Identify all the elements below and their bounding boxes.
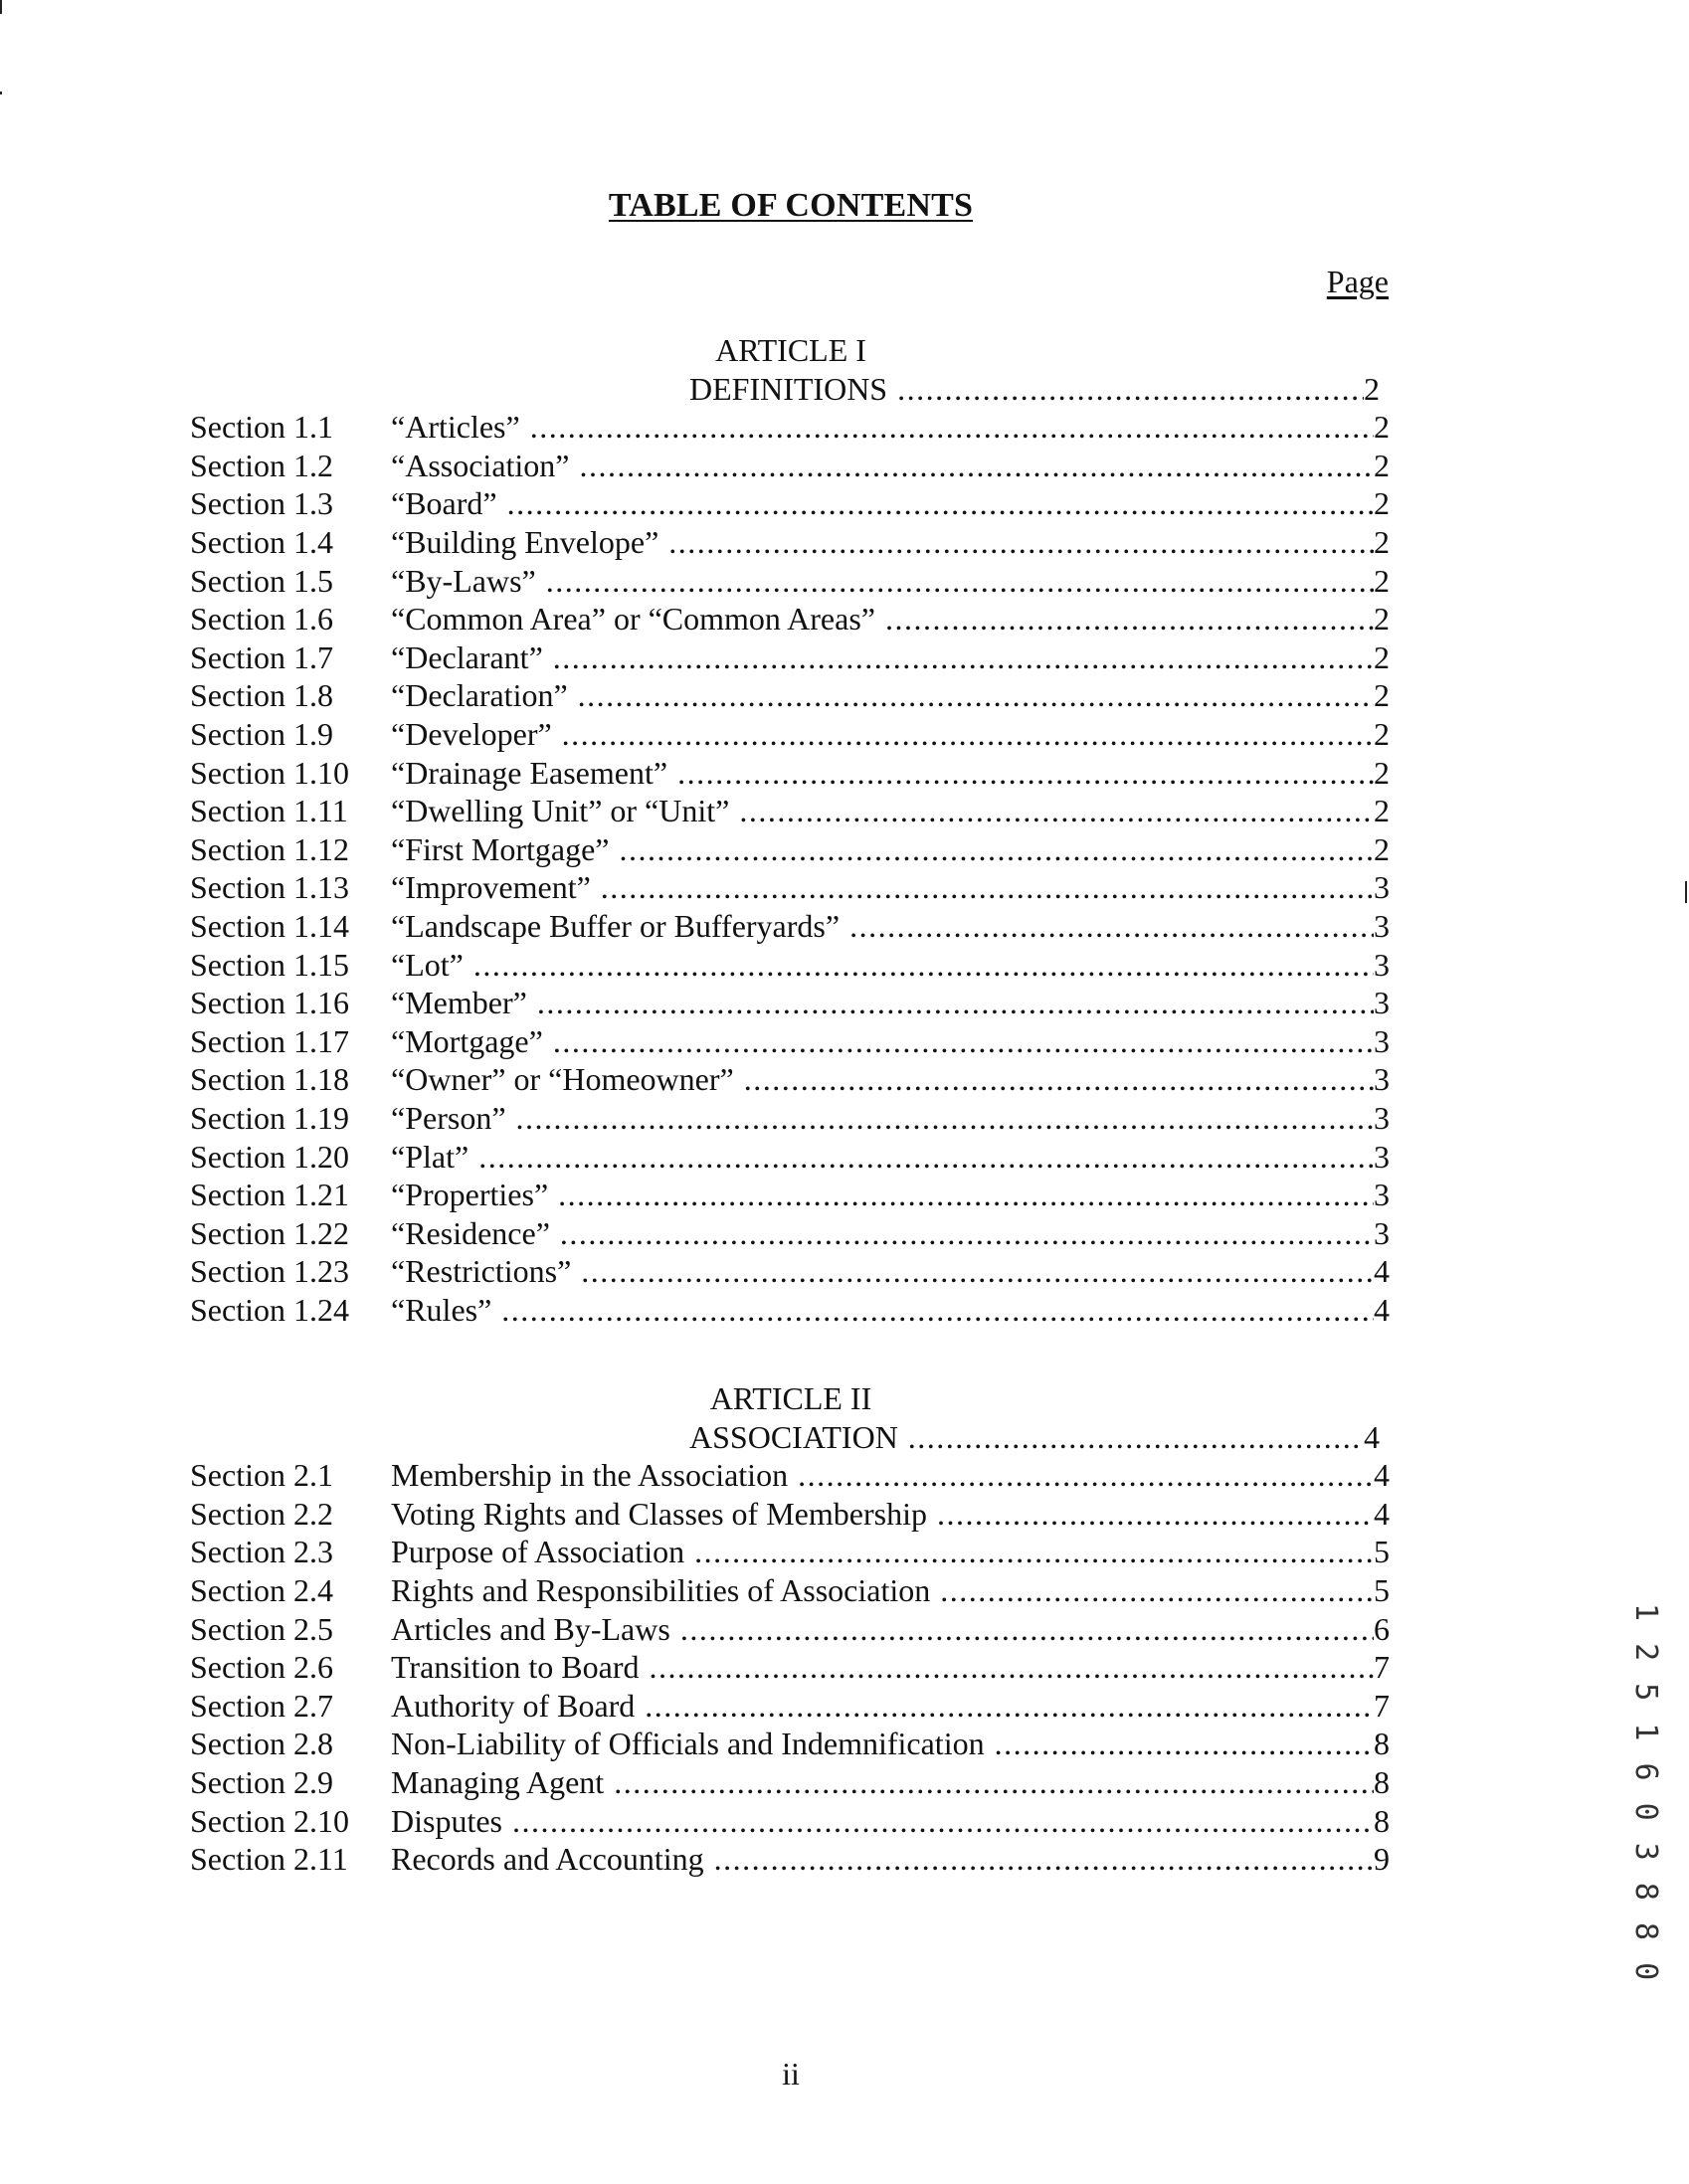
toc-entry[interactable]	[190, 1099, 1390, 1138]
section-number: Section 2.11	[190, 1841, 348, 1878]
page-column-label: Page	[1326, 264, 1389, 299]
page-number: 8	[1374, 1802, 1390, 1839]
page-number: 3	[1374, 946, 1390, 983]
dot-leader	[897, 370, 1364, 408]
dot-leader	[601, 868, 1374, 906]
section-title: “Dwelling Unit” or “Unit”	[391, 793, 730, 829]
article-heading-row[interactable]	[689, 370, 1380, 409]
dot-leader	[995, 1725, 1374, 1762]
section-number: Section 2.1	[190, 1457, 333, 1494]
section-title: “Owner” or “Homeowner”	[391, 1061, 734, 1098]
section-title: “Building Envelope”	[391, 524, 659, 560]
toc-entry[interactable]	[190, 984, 1390, 1022]
page-number: 2	[1374, 485, 1390, 522]
dot-leader	[512, 1802, 1374, 1840]
section-number: Section 1.2	[190, 447, 333, 483]
dot-leader	[744, 1060, 1374, 1098]
scan-edge-mark	[0, 91, 2, 94]
section-number: Section 2.3	[190, 1534, 333, 1570]
page-number: 5	[1374, 1572, 1390, 1608]
section-title: “Declaration”	[391, 677, 568, 714]
section-number: Section 1.21	[190, 1177, 349, 1213]
side-stamp	[1627, 1603, 1667, 1983]
page-number: 8	[1374, 1726, 1390, 1762]
toc-entry[interactable]	[190, 1802, 1390, 1841]
dot-leader	[562, 715, 1374, 753]
page-number: 2	[1374, 793, 1390, 829]
toc-entry[interactable]	[190, 1022, 1390, 1061]
scan-edge-mark	[0, 0, 2, 14]
section-title: “Plat”	[391, 1138, 469, 1175]
toc-entry[interactable]	[190, 523, 1390, 562]
section-number: Section 1.12	[190, 830, 349, 867]
section-number: Section 2.10	[190, 1802, 349, 1839]
section-title: “Landscape Buffer or Bufferyards”	[391, 908, 841, 944]
toc-entry[interactable]	[190, 792, 1390, 830]
page-number: 4	[1374, 1457, 1390, 1494]
section-title: “Developer”	[391, 716, 552, 752]
dot-leader	[553, 1022, 1374, 1060]
dot-leader	[885, 600, 1374, 637]
dot-leader	[798, 1456, 1374, 1494]
section-number: Section 1.20	[190, 1138, 349, 1175]
section-number: Section 2.7	[190, 1687, 333, 1724]
section-number: Section 1.1	[190, 409, 333, 446]
page-number: 4	[1374, 1495, 1390, 1532]
page-number: 6	[1374, 1610, 1390, 1647]
page-number: 3	[1374, 1061, 1390, 1098]
dot-leader	[580, 447, 1375, 484]
section-title: Membership in the Association	[391, 1457, 789, 1494]
section-title: “Properties”	[391, 1177, 549, 1213]
section-title: “Declarant”	[391, 638, 543, 675]
page-number: 3	[1374, 908, 1390, 944]
section-title: Articles and By-Laws	[391, 1610, 670, 1647]
section-title: “Rules”	[391, 1292, 492, 1328]
dot-leader	[677, 754, 1374, 792]
section-number: Section 1.19	[190, 1100, 349, 1136]
dot-leader	[537, 984, 1374, 1021]
toc-entry[interactable]	[190, 1610, 1390, 1649]
dot-leader	[578, 676, 1374, 714]
toc-entry[interactable]	[190, 1687, 1390, 1726]
section-number: Section 1.16	[190, 985, 349, 1021]
toc-entry[interactable]	[190, 676, 1390, 715]
section-title: “Restrictions”	[391, 1253, 572, 1290]
section-title: “Board”	[391, 485, 497, 522]
section-title: Rights and Responsibilities of Association	[391, 1572, 931, 1608]
section-title: “Member”	[391, 985, 527, 1021]
dot-leader	[650, 1648, 1375, 1686]
section-number: Section 1.8	[190, 677, 333, 714]
toc-entry[interactable]	[190, 1495, 1390, 1534]
toc-entry[interactable]	[190, 1252, 1390, 1291]
dot-leader	[546, 562, 1374, 600]
section-number: Section 1.17	[190, 1022, 349, 1059]
toc-entry[interactable]	[190, 830, 1390, 869]
footer-page-number: ii	[782, 2056, 800, 2092]
page-number: 3	[1374, 1214, 1390, 1251]
section-title: “By-Laws”	[391, 562, 536, 599]
dot-leader	[694, 1533, 1374, 1570]
dot-leader	[739, 792, 1374, 829]
dot-leader	[530, 408, 1374, 446]
section-title: Records and Accounting	[391, 1841, 704, 1878]
section-number: Section 1.11	[190, 793, 348, 829]
section-title: “Association”	[391, 447, 570, 483]
section-number: Section 1.15	[190, 946, 349, 983]
page-number: 2	[1374, 601, 1390, 637]
page-number: 2	[1374, 447, 1390, 483]
section-number: Section 1.13	[190, 869, 349, 906]
toc-entry[interactable]	[190, 1291, 1390, 1330]
toc-entry[interactable]	[190, 868, 1390, 907]
toc-entry[interactable]	[190, 638, 1390, 677]
section-title: “Mortgage”	[391, 1022, 543, 1059]
toc-entry[interactable]	[190, 484, 1390, 523]
dot-leader	[558, 1176, 1374, 1213]
section-number: Section 1.7	[190, 638, 333, 675]
toc-entry[interactable]	[190, 1725, 1390, 1763]
page-number: 3	[1374, 1022, 1390, 1059]
page-number: 2	[1364, 370, 1380, 407]
section-number: Section 1.18	[190, 1061, 349, 1098]
section-title: Transition to Board	[391, 1649, 640, 1686]
dot-leader	[645, 1687, 1374, 1725]
section-number: Section 2.9	[190, 1764, 333, 1800]
dot-leader	[478, 1138, 1374, 1176]
page-number: 4	[1374, 1292, 1390, 1328]
page-number: 4	[1364, 1418, 1380, 1455]
dot-leader	[714, 1840, 1374, 1878]
section-number: Section 1.23	[190, 1253, 349, 1290]
toc-entry[interactable]	[190, 1176, 1390, 1214]
page-number: 8	[1374, 1764, 1390, 1800]
section-title: “Person”	[391, 1100, 506, 1136]
dot-leader	[473, 946, 1374, 984]
toc-entry[interactable]	[190, 1648, 1390, 1687]
dot-leader	[908, 1418, 1364, 1456]
section-title: “Improvement”	[391, 869, 591, 906]
toc-entry[interactable]	[190, 1571, 1390, 1610]
section-number: Section 1.3	[190, 485, 333, 522]
dot-leader	[668, 523, 1374, 561]
page-title-text: TABLE OF CONTENTS	[608, 187, 974, 224]
page-number: 2	[1374, 524, 1390, 560]
dot-leader	[940, 1571, 1374, 1609]
toc-entry[interactable]	[190, 754, 1390, 793]
toc-entry[interactable]	[190, 600, 1390, 638]
toc-entry[interactable]	[190, 715, 1390, 754]
page-number: 3	[1374, 1100, 1390, 1136]
page-title	[0, 186, 1582, 226]
section-number: Section 2.5	[190, 1610, 333, 1647]
page-number: 4	[1374, 1253, 1390, 1290]
toc-entry[interactable]	[190, 907, 1390, 946]
dot-leader	[501, 1291, 1374, 1329]
page-number: 2	[1374, 638, 1390, 675]
section-title: Disputes	[391, 1802, 502, 1839]
section-title: “Drainage Easement”	[391, 754, 668, 791]
section-number: Section 1.22	[190, 1214, 349, 1251]
section-number: Section 1.6	[190, 601, 333, 637]
section-number: Section 2.6	[190, 1649, 333, 1686]
section-title: “Common Area” or “Common Areas”	[391, 601, 875, 637]
toc-entry[interactable]	[190, 447, 1390, 485]
dot-leader	[516, 1099, 1374, 1137]
page-number: 5	[1374, 1534, 1390, 1570]
page-number: 3	[1374, 869, 1390, 906]
section-number: Section 1.14	[190, 908, 349, 944]
dot-leader	[507, 484, 1374, 522]
dot-leader	[937, 1495, 1374, 1533]
section-title: “Residence”	[391, 1214, 550, 1251]
article-heading: DEFINITIONS	[689, 370, 888, 407]
dot-leader	[581, 1252, 1374, 1290]
page-number: 7	[1374, 1649, 1390, 1686]
page-number: 9	[1374, 1841, 1390, 1878]
dot-leader	[614, 1763, 1374, 1801]
page-number: 2	[1374, 830, 1390, 867]
dot-leader	[680, 1610, 1374, 1648]
section-number: Section 1.24	[190, 1292, 349, 1328]
page-number: 2	[1374, 677, 1390, 714]
section-number: Section 2.2	[190, 1495, 333, 1532]
section-number: Section 2.8	[190, 1726, 333, 1762]
section-title: Authority of Board	[391, 1687, 636, 1724]
dot-leader	[620, 830, 1375, 868]
toc-entry[interactable]	[190, 1533, 1390, 1571]
dot-leader	[553, 638, 1374, 676]
page-number: 2	[1374, 754, 1390, 791]
article-heading: ASSOCIATION	[689, 1418, 898, 1455]
section-number: Section 1.9	[190, 716, 333, 752]
section-title: Non-Liability of Officials and Indemnification	[391, 1726, 985, 1762]
section-title: Purpose of Association	[391, 1534, 685, 1570]
scan-edge-mark	[1685, 881, 1687, 903]
page-number: 2	[1374, 562, 1390, 599]
dot-leader	[849, 907, 1374, 945]
toc-entry[interactable]	[190, 562, 1390, 601]
page-number: 7	[1374, 1687, 1390, 1724]
dot-leader	[560, 1214, 1374, 1252]
toc-entry[interactable]	[190, 1456, 1390, 1495]
toc-entry[interactable]	[190, 1138, 1390, 1177]
section-title: “Lot”	[391, 946, 464, 983]
section-title: “First Mortgage”	[391, 830, 610, 867]
section-number: Section 2.4	[190, 1572, 333, 1608]
page-number: 2	[1374, 409, 1390, 446]
section-number: Section 1.10	[190, 754, 349, 791]
toc-entry[interactable]	[190, 946, 1390, 985]
section-title: Managing Agent	[391, 1764, 605, 1800]
toc-entry[interactable]	[190, 1763, 1390, 1802]
article-number-label: ARTICLE II	[709, 1380, 872, 1416]
section-number: Section 1.4	[190, 524, 333, 560]
section-title: “Articles”	[391, 409, 520, 446]
toc-entry[interactable]	[190, 408, 1390, 447]
page-number: 2	[1374, 716, 1390, 752]
article-heading-row[interactable]	[689, 1418, 1380, 1457]
page-number: 3	[1374, 985, 1390, 1021]
toc-entry[interactable]	[190, 1214, 1390, 1253]
section-number: Section 1.5	[190, 562, 333, 599]
toc-entry[interactable]	[190, 1840, 1390, 1879]
section-title: Voting Rights and Classes of Membership	[391, 1495, 927, 1532]
side-stamp-text: 1 2 5 1 6 0 3 8 8 0	[1628, 1603, 1663, 1983]
article-number-label: ARTICLE I	[715, 332, 866, 368]
page-number: 3	[1374, 1177, 1390, 1213]
toc-entry[interactable]	[190, 1060, 1390, 1099]
page-number: 3	[1374, 1138, 1390, 1175]
